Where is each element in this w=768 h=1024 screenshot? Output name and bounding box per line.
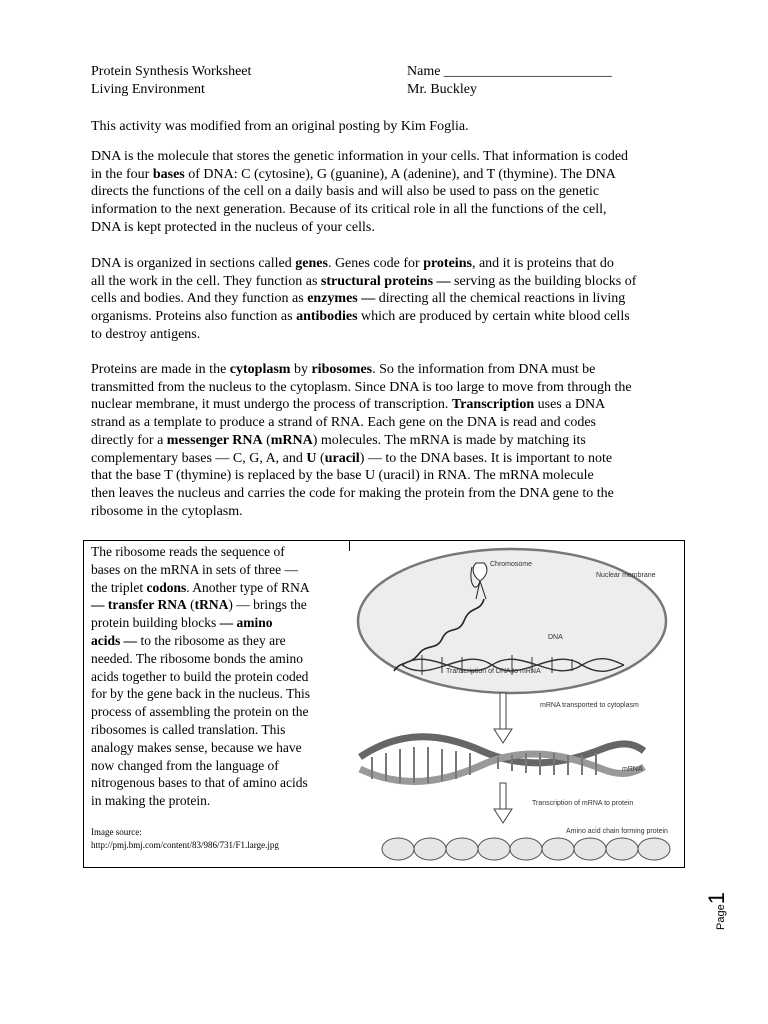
page-digit: 1 bbox=[704, 892, 729, 905]
text-line: that the base T (thymine) is replaced by the base U (uracil) in RNA. The mRNA molecule bbox=[91, 468, 594, 484]
credit-line: This activity was modified from an original posting by Kim Foglia. bbox=[91, 119, 469, 134]
image-source bbox=[91, 826, 279, 852]
text-line: acids together to build the protein coded bbox=[91, 668, 309, 684]
text-line: now changed from the language of bbox=[91, 757, 279, 773]
mrna-ribbon bbox=[360, 737, 644, 783]
label-dna: DNA bbox=[548, 634, 563, 641]
text-line: ribosomes is called translation. This bbox=[91, 721, 286, 737]
label-nuclear-membrane: Nuclear membrane bbox=[596, 572, 656, 579]
text-line: analogy makes sense, because we have bbox=[91, 739, 302, 755]
header-left bbox=[91, 63, 251, 99]
text-line: cells and bodies. And they function as enzymes — directing all the chemical reactions in living bbox=[91, 291, 626, 307]
text-line: ribosome in the cytoplasm. bbox=[91, 503, 243, 519]
text-line: for by the gene back in the nucleus. This bbox=[91, 686, 311, 702]
text-line: organisms. Proteins also function as antibodies which are produced by certain white blood cells bbox=[91, 309, 630, 325]
teacher-name: Mr. Buckley bbox=[407, 82, 477, 97]
text-line: in the four bases of DNA: C (cytosine), G (guanine), A (adenine), and T (thymine). The DNA bbox=[91, 166, 616, 182]
text-line: protein building blocks — amino bbox=[91, 615, 273, 631]
image-source-url: http://pmj.bmj.com/content/83/986/731/F1.large.jpg bbox=[91, 840, 279, 850]
label-amino-chain: Amino acid chain forming protein bbox=[566, 828, 668, 835]
paragraph-dna bbox=[91, 148, 691, 237]
text-line: the triplet codons. Another type of RNA bbox=[91, 579, 310, 595]
amino-acid-chain bbox=[382, 838, 670, 860]
arrow-to-protein bbox=[494, 783, 512, 823]
name-field-label: Name ________________________ bbox=[407, 64, 612, 79]
paragraph-transcription bbox=[91, 361, 691, 520]
text-line: Proteins are made in the cytoplasm by ribosomes. So the information from DNA must be bbox=[91, 362, 596, 377]
page-word: Page bbox=[715, 904, 727, 930]
text-line: The ribosome reads the sequence of bbox=[91, 544, 285, 559]
worksheet-title: Protein Synthesis Worksheet bbox=[91, 64, 252, 79]
text-line: complementary bases — C, G, A, and U (uracil) — to the DNA bases. It is important to note bbox=[91, 450, 613, 466]
image-source-label: Image source: bbox=[91, 827, 142, 837]
text-line: transmitted from the nucleus to the cytoplasm. Since DNA is too large to move from through the bbox=[91, 379, 632, 395]
text-line: DNA is the molecule that stores the genetic information in your cells. That information is coded bbox=[91, 149, 629, 164]
text-line: process of assembling the protein on the bbox=[91, 704, 309, 720]
text-line: — transfer RNA (tRNA) — brings the bbox=[91, 597, 307, 613]
text-line: directly for a messenger RNA (mRNA) molecules. The mRNA is made by matching its bbox=[91, 432, 586, 448]
text-line: DNA is organized in sections called genes. Genes code for proteins, and it is proteins that do bbox=[91, 256, 614, 271]
text-line: then leaves the nucleus and carries the code for making the protein from the DNA gene to the bbox=[91, 485, 614, 501]
translation-text bbox=[91, 543, 349, 810]
text-line: in making the protein. bbox=[91, 793, 211, 809]
protein-synthesis-diagram bbox=[352, 543, 682, 865]
text-line: strand as a template to produce a strand of RNA. Each gene on the DNA is read and codes bbox=[91, 415, 597, 431]
translation-box bbox=[83, 540, 685, 868]
text-line: needed. The ribosome bonds the amino bbox=[91, 650, 303, 666]
header-right bbox=[407, 63, 612, 99]
text-line: nuclear membrane, it must undergo the process of transcription. Transcription uses a DNA bbox=[91, 397, 606, 413]
label-transcription: Transcription of DNA to mRNA bbox=[446, 668, 541, 675]
text-line: directs the functions of the cell on a daily basis and will also be used to pass on the genetic bbox=[91, 184, 600, 200]
text-line: all the work in the cell. They function as structural proteins — serving as the building blocks of bbox=[91, 273, 637, 289]
label-translation: Transcription of mRNA to protein bbox=[532, 800, 634, 807]
paragraph-genes bbox=[91, 255, 691, 344]
label-mrna: mRNA bbox=[622, 766, 643, 773]
text-line: bases on the mRNA in sets of three — bbox=[91, 561, 298, 577]
label-transported: mRNA transported to cytoplasm bbox=[540, 702, 639, 709]
page-number bbox=[704, 890, 744, 930]
arrow-to-cytoplasm bbox=[494, 693, 512, 743]
text-line: nitrogenous bases to that of amino acids bbox=[91, 775, 308, 791]
text-line: acids — to the ribosome as they are bbox=[91, 632, 286, 648]
text-line: to destroy antigens. bbox=[91, 326, 201, 342]
label-chromosome: Chromosome bbox=[490, 561, 533, 568]
text-line: DNA is kept protected in the nucleus of your cells. bbox=[91, 219, 375, 235]
text-line: information to the next generation. Because of its critical role in all the functions of the cell, bbox=[91, 202, 607, 218]
box-divider bbox=[349, 541, 350, 551]
course-name: Living Environment bbox=[91, 82, 205, 97]
